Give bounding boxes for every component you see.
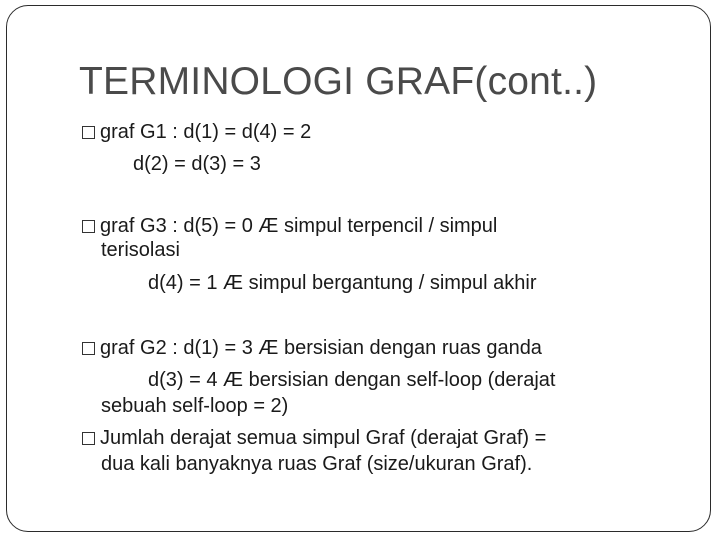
bullet-line <box>82 120 311 144</box>
line-text: graf G1 : d(1) = d(4) = 2 <box>100 121 312 143</box>
line-text: terisolasi <box>101 239 180 261</box>
continuation-line <box>101 394 288 418</box>
line-text: Jumlah derajat semua simpul Graf (derajat Graf) = <box>100 427 547 449</box>
line-text: d(3) = 4 Æ bersisian dengan self-loop (derajat <box>148 369 556 391</box>
line-text: dua kali banyaknya ruas Graf (size/ukuran Graf). <box>101 453 533 475</box>
line-text: graf G2 : d(1) = 3 Æ bersisian dengan ruas ganda <box>100 337 542 359</box>
line-text: d(2) = d(3) = 3 <box>133 153 261 175</box>
continuation-line <box>133 152 261 176</box>
bullet-box-icon <box>82 220 95 233</box>
line-text: graf G3 : d(5) = 0 Æ simpul terpencil / simpul <box>100 215 498 237</box>
bullet-line <box>82 336 542 360</box>
bullet-line <box>82 214 497 238</box>
bullet-box-icon <box>82 342 95 355</box>
continuation-line <box>148 368 555 392</box>
bullet-box-icon <box>82 432 95 445</box>
bullet-line <box>82 426 546 450</box>
slide-title: TERMINOLOGI GRAF(cont..) <box>79 60 598 103</box>
line-text: sebuah self-loop = 2) <box>101 395 289 417</box>
line-text: d(4) = 1 Æ simpul bergantung / simpul akhir <box>148 272 537 294</box>
continuation-line <box>101 238 180 262</box>
continuation-line <box>148 271 537 295</box>
continuation-line <box>101 452 532 476</box>
bullet-box-icon <box>82 126 95 139</box>
